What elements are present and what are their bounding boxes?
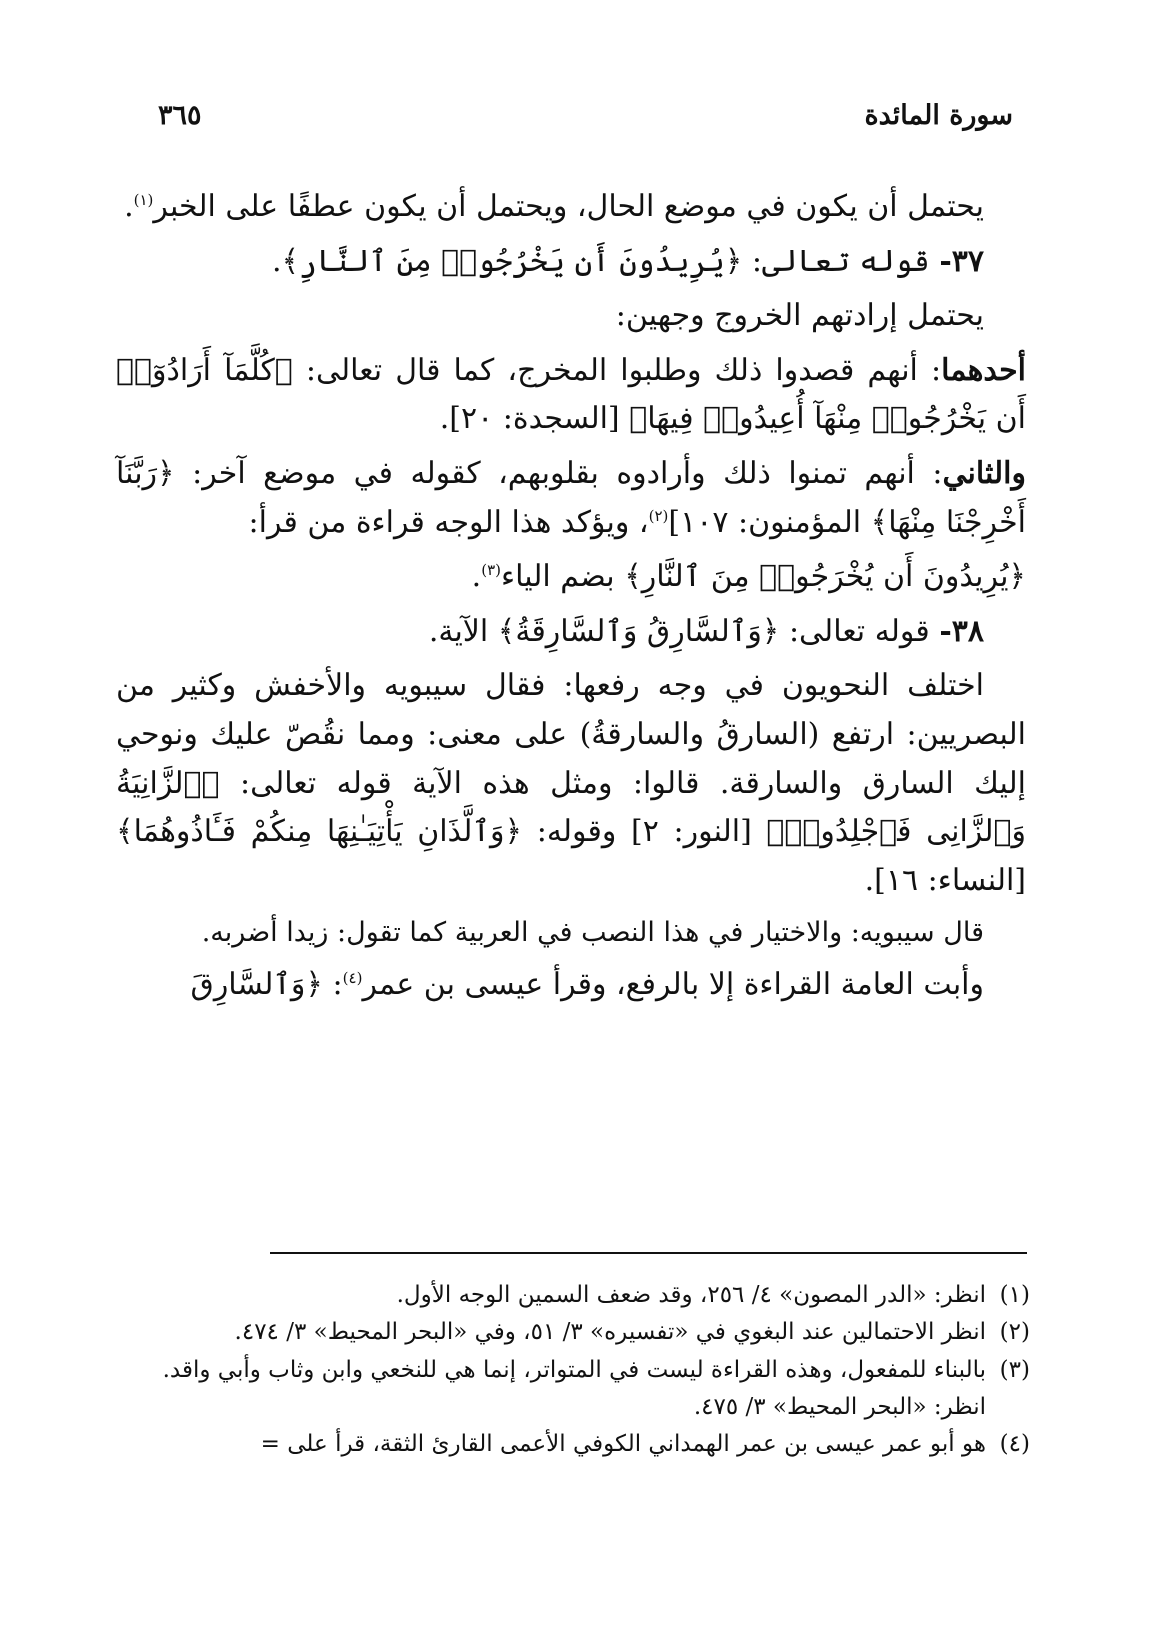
aspect-heading: والثاني <box>942 455 1026 491</box>
item-number: ٣٨- <box>939 613 984 649</box>
footnote-4 <box>112 1426 1030 1463</box>
footnote-text: انظر: «الدر المصون» ٤/ ٢٥٦، وقد ضعف السمين الوجه الأول. <box>396 1282 986 1308</box>
quran-verse: ﴿ٱلزَّانِيَةُ وَٱلزَّانِى فَٱجْلِدُوا۟﴾ <box>116 765 1026 850</box>
paragraph-second-aspect <box>116 450 1026 547</box>
quran-verse: ﴿وَٱلسَّارِقَ <box>190 967 323 1003</box>
main-text <box>116 183 1026 1016</box>
quran-verse: ﴿وَٱلسَّارِقُ وَٱلسَّارِقَةُ﴾ <box>497 613 780 649</box>
footnote-3 <box>112 1352 1030 1389</box>
footnote-ref-2: (٢) <box>648 506 669 525</box>
paragraph-verse-38 <box>116 608 1026 657</box>
verse-reference: المؤمنون: ١٠٧] <box>668 504 862 540</box>
verse-reference: [النساء: ١٦]. <box>864 862 1026 898</box>
verse-intro: قوله تعالى: <box>751 243 930 279</box>
paragraph-text: الآية. <box>428 613 489 649</box>
quran-verse: ﴿وَٱلَّذَانِ يَأْتِيَـٰنِهَا مِنكُمْ فَـَٔاذُوهُمَا﴾ <box>116 814 523 850</box>
sura-title: سورة المائدة <box>864 100 1013 131</box>
verse-reference: [السجدة: ٢٠]. <box>439 401 620 437</box>
paragraph-sibawayh: قال سيبويه: والاختيار في هذا النصب في العربية كما تقول: زيدا أضربه. <box>201 917 984 949</box>
footnote-text: بالبناء للمفعول، وهذه القراءة ليست في المتواتر، إنما هي للنخعي وابن وثاب وأبي واقد. <box>162 1356 986 1383</box>
verse-intro: قوله تعالى: <box>788 613 930 649</box>
page-number: ٣٦٥ <box>158 100 202 131</box>
footnote-2 <box>112 1314 1030 1351</box>
footnote-ref-4: (٤) <box>342 969 363 988</box>
punctuation: : <box>332 967 343 1003</box>
quran-verse: ﴿يُرِيدُونَ أَن يُخْرَجُوا۟ مِنَ ٱلنَّارِ﴾ <box>624 559 1026 595</box>
footnote-number: (١) <box>999 1282 1030 1308</box>
paragraph-text: بضم الياء <box>500 559 615 595</box>
footnote-ref-3: (٣) <box>481 561 501 580</box>
paragraph-text: ، ويؤكد هذا الوجه قراءة من قرأ: <box>248 504 649 540</box>
punctuation: . <box>124 189 134 224</box>
item-number: ٣٧- <box>939 243 984 279</box>
quran-verse: ﴿كُلَّمَآ أَرَادُوٓا۟ أَن يَخْرُجُوا۟ مِنْهَآ أُعِيدُوا۟ فِيهَا﴾ <box>116 352 1026 437</box>
paragraph-3: يحتمل إرادتهم الخروج وجهين: <box>615 298 984 334</box>
punctuation: . <box>271 243 282 279</box>
footnote-ref-1: (١) <box>133 191 154 209</box>
paragraph-text: : أنهم تمنوا ذلك وأرادوه بقلوبهم، كقوله في موضع آخر: <box>192 455 943 491</box>
paragraph-text: يحتمل أن يكون في موضع الحال، ويحتمل أن يكون عطفًا على الخبر <box>153 189 984 224</box>
paragraph-first-aspect <box>116 347 1026 444</box>
paragraph-1 <box>116 183 1026 232</box>
footnote-text: هو أبو عمر عيسى بن عمر الهمداني الكوفي الأعمى القارئ الثقة، قرأ على = <box>260 1431 986 1457</box>
paragraph-grammar <box>116 662 1026 905</box>
paragraph-last <box>116 961 1026 1010</box>
footnote-divider <box>270 1252 1027 1254</box>
verse-reference: [النور: ٢] <box>631 814 752 850</box>
paragraph-text: وقوله: <box>536 814 617 850</box>
footnote-3-reference: انظر: «البحر المحيط» ٣/ ٤٧٥. <box>693 1393 986 1420</box>
aspect-heading: أحدهما <box>941 352 1027 388</box>
punctuation: . <box>471 559 482 595</box>
page-header <box>150 100 1013 150</box>
footnote-1 <box>112 1277 1030 1314</box>
paragraph-text: اختلف النحويون في وجه رفعها: فقال سيبويه والأخفش وكثير من البصريين: ارتفع (السارقُ والسارقةُ) على معنى: ومما نقُصّ عليك ونوحي إليك السارق والسارقة. قالوا: ومثل هذه الآية قوله تعالى: <box>116 668 1026 801</box>
footnote-text: انظر الاحتمالين عند البغوي في «تفسيره» ٣/ ٥١، وفي «البحر المحيط» ٣/ ٤٧٤. <box>234 1319 986 1346</box>
footnotes <box>112 1277 1030 1463</box>
quran-verse: ﴿رَبَّنَآ أَخْرِجْنَا مِنْهَا﴾ <box>116 455 1026 540</box>
paragraph-text: وأبت العامة القراءة إلا بالرفع، وقرأ عيسى بن عمر <box>362 967 984 1003</box>
footnote-number: (٢) <box>999 1319 1030 1346</box>
paragraph-reading <box>116 553 1026 602</box>
paragraph-verse-37 <box>116 238 1026 287</box>
paragraph-text: : أنهم قصدوا ذلك وطلبوا المخرج، كما قال تعالى: <box>305 352 942 388</box>
footnote-number: (٤) <box>999 1431 1030 1457</box>
quran-verse: ﴿يُرِيدُونَ أَن يَخْرُجُوا۟ مِنَ ٱلنَّارِ﴾ <box>281 243 743 279</box>
footnote-number: (٣) <box>999 1356 1030 1383</box>
